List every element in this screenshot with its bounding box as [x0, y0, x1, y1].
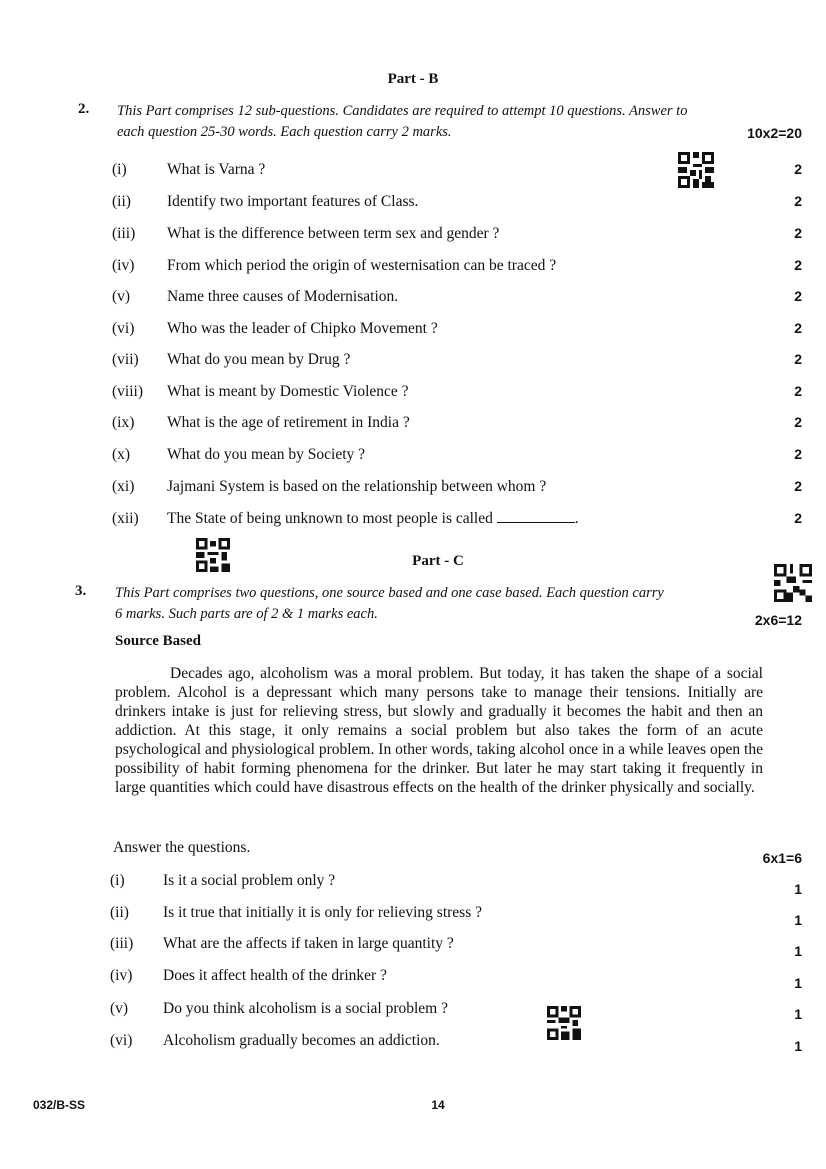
question-text: Identify two important features of Class. [167, 193, 419, 210]
question-text: What is the age of retirement in India ? [167, 414, 410, 431]
question-number: (iii) [110, 935, 134, 952]
qr-code-icon [774, 564, 812, 607]
question-number: (viii) [112, 383, 143, 400]
list-item [0, 257, 826, 281]
question-text: What is the difference between term sex and gender ? [167, 225, 500, 242]
question-text: Alcoholism gradually becomes an addiction. [163, 1032, 440, 1049]
question-marks: 2 [794, 414, 802, 430]
part-b-instruction-line1: This Part comprises 12 sub-questions. Candidates are required to attempt 10 questions. Answer to [117, 103, 688, 119]
question-marks: 2 [794, 193, 802, 209]
source-based-heading: Source Based [115, 633, 201, 649]
question-marks: 2 [794, 478, 802, 494]
question-marks: 2 [794, 257, 802, 273]
question-marks: 2 [794, 225, 802, 241]
list-item [0, 1000, 826, 1024]
question-number: (iv) [112, 257, 135, 274]
list-item [0, 967, 826, 991]
question-number: (v) [112, 288, 131, 305]
list-item [0, 383, 826, 407]
part-c-instruction-line1: This Part comprises two questions, one source based and one case based. Each question carry [115, 585, 664, 601]
answer-prompt: Answer the questions. [113, 839, 251, 856]
question-text: What do you mean by Drug ? [167, 351, 351, 368]
part-c-instruction-line2: 6 marks. Such parts are of 2 & 1 marks each. [115, 606, 378, 622]
qr-code-icon [678, 152, 714, 193]
part-c-heading: Part - C [412, 553, 464, 569]
list-item [0, 510, 826, 534]
list-item [0, 904, 826, 928]
question-number: (ii) [112, 193, 131, 210]
question-text: Who was the leader of Chipko Movement ? [167, 320, 438, 337]
question-number: (iv) [110, 967, 133, 984]
question-marks: 1 [794, 912, 802, 928]
question-marks: 2 [794, 320, 802, 336]
question-marks: 1 [794, 975, 802, 991]
question-text-main: The State of being unknown to most people is called [167, 510, 493, 527]
question-text: Jajmani System is based on the relationship between whom ? [167, 478, 547, 495]
question-text: Name three causes of Modernisation. [167, 288, 399, 305]
source-passage: Decades ago, alcoholism was a moral problem. But today, it has taken the shape of a social problem. Alcohol is a depressant which many persons take to manage their tensions. Initially are drinkers intake is just for relieving stress, but slowly and gradually it becomes the habit and then an addiction. At this stage, it only remains a social problem but also takes the form of an acute psychological and physiological problem. In other words, taking alcohol once in a while leaves open the possibility of habit forming phenomena for the drinker. But later he may start taking it frequently in large quantities which could have disastrous effects on the health of the drinker physically and socially. [115, 665, 763, 796]
list-item [0, 320, 826, 344]
list-item [0, 288, 826, 312]
question-number: (ix) [112, 414, 135, 431]
question-marks: 1 [794, 1038, 802, 1054]
part-c-marks-total: 2x6=12 [754, 612, 802, 628]
question-text: What do you mean by Society ? [167, 446, 366, 463]
question-text: Is it true that initially it is only for relieving stress ? [163, 904, 482, 921]
question-number: (i) [112, 161, 127, 178]
list-item [0, 478, 826, 502]
question-text-end: . [574, 510, 579, 527]
question-marks: 1 [794, 881, 802, 897]
question-text: What is Varna ? [167, 161, 266, 178]
question-number: (vi) [110, 1032, 133, 1049]
question-text: From which period the origin of westernisation can be traced ? [167, 257, 557, 274]
answer-blank [497, 522, 575, 523]
list-item [0, 351, 826, 375]
question-3-number: 3. [75, 583, 87, 599]
question-marks: 2 [794, 446, 802, 462]
question-text [167, 510, 579, 528]
question-2-number: 2. [78, 101, 90, 117]
question-number: (iii) [112, 225, 136, 242]
list-item [0, 225, 826, 249]
question-number: (xi) [112, 478, 135, 495]
question-number: (ii) [110, 904, 129, 921]
question-marks: 2 [794, 161, 802, 177]
question-text: Does it affect health of the drinker ? [163, 967, 387, 984]
list-item [0, 446, 826, 470]
list-item [0, 935, 826, 959]
question-text: Do you think alcoholism is a social problem ? [163, 1000, 448, 1017]
list-item [0, 414, 826, 438]
question-number: (xii) [112, 510, 139, 527]
question-marks: 1 [794, 1006, 802, 1022]
list-item [0, 872, 826, 896]
question-text: What are the affects if taken in large quantity ? [163, 935, 454, 952]
page-number: 14 [431, 1098, 445, 1112]
question-number: (v) [110, 1000, 129, 1017]
paper-code: 032/B-SS [33, 1098, 86, 1112]
question-number: (i) [110, 872, 125, 889]
answer-marks-total: 6x1=6 [762, 850, 802, 866]
question-text: What is meant by Domestic Violence ? [167, 383, 409, 400]
question-marks: 2 [794, 351, 802, 367]
part-b-instruction-line2: each question 25-30 words. Each question carry 2 marks. [117, 124, 452, 140]
part-b-marks-total: 10x2=20 [747, 125, 802, 141]
part-b-heading: Part - B [387, 71, 439, 87]
question-marks: 2 [794, 510, 802, 526]
question-marks: 2 [794, 288, 802, 304]
question-number: (vi) [112, 320, 135, 337]
question-marks: 1 [794, 943, 802, 959]
question-text: Is it a social problem only ? [163, 872, 336, 889]
question-number: (x) [112, 446, 131, 463]
question-number: (vii) [112, 351, 139, 368]
question-marks: 2 [794, 383, 802, 399]
list-item [0, 193, 826, 217]
list-item [0, 1032, 826, 1056]
